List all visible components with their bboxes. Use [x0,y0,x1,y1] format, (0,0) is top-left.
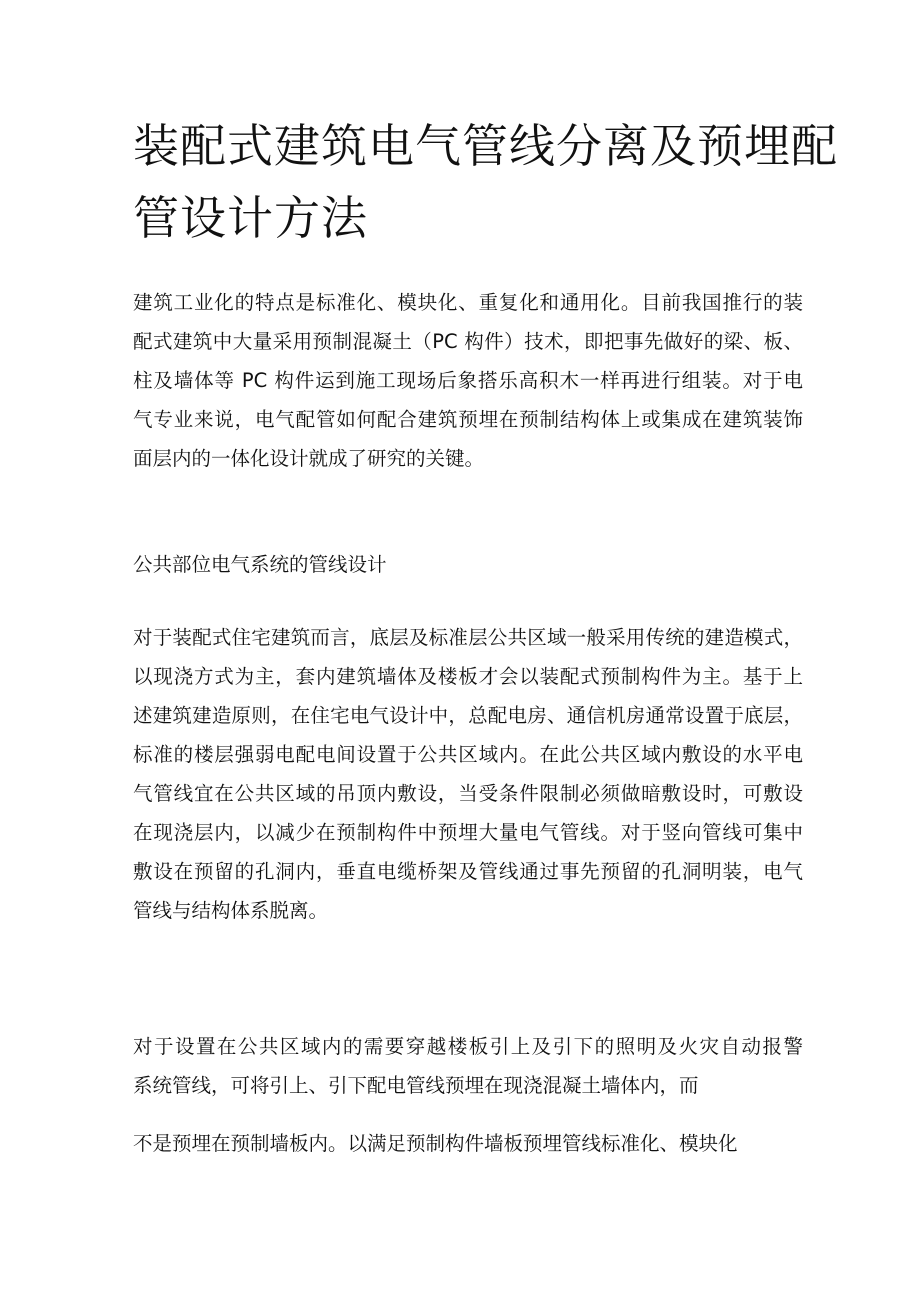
section-p1-line-1: 对于装配式住宅建筑而言，底层及标准层公共区域一般采用传统的建造模式， [133,626,803,649]
document-title [133,110,838,254]
section-p1-line-6: 在现浇层内，以减少在预制构件中预埋大量电气管线。对于竖向管线可集中 [133,821,803,844]
section-heading: 公共部位电气系统的管线设计 [133,553,387,576]
section-p2-line-1: 对于设置在公共区域内的需要穿越楼板引上及引下的照明及火灾自动报警 [133,1035,803,1058]
intro-line-5: 面层内的一体化设计就成了研究的关键。 [133,447,485,470]
intro-line-1: 建筑工业化的特点是标准化、模块化、重复化和通用化。目前我国推行的装 [133,291,803,314]
intro-line-2: 配式建筑中大量采用预制混凝土（PC 构件）技术，即把事先做好的梁、板、 [133,330,803,353]
section-p2-line-2: 系统管线，可将引上、引下配电管线预埋在现浇混凝土墙体内，而 [133,1074,699,1097]
section-p1-line-7: 敷设在预留的孔洞内，垂直电缆桥架及管线通过事先预留的孔洞明装，电气 [133,860,803,883]
section-paragraph-3 [133,1124,803,1163]
section-p1-line-3: 述建筑建造原则，在住宅电气设计中，总配电房、通信机房通常设置于底层， [133,704,803,727]
section-p1-line-2: 以现浇方式为主，套内建筑墙体及楼板才会以装配式预制构件为主。基于上 [133,665,803,688]
section-paragraph-2 [133,1027,803,1105]
title-line-1: 装配式建筑电气管线分离及预埋配 [133,119,838,173]
section-p1-line-5: 气管线宜在公共区域的吊顶内敷设，当受条件限制必须做暗敷设时，可敷设 [133,782,803,805]
intro-line-4: 气专业来说，电气配管如何配合建筑预埋在预制结构体上或集成在建筑装饰 [133,408,803,431]
section-p3-line-1: 不是预埋在预制墙板内。以满足预制构件墙板预埋管线标准化、模块化 [133,1132,738,1155]
section-p1-line-4: 标准的楼层强弱电配电间设置于公共区域内。在此公共区域内敷设的水平电 [133,743,803,766]
title-line-2: 管设计方法 [133,191,368,245]
intro-line-3: 柱及墙体等 PC 构件运到施工现场后象搭乐高积木一样再进行组装。对于电 [133,369,803,392]
section-p1-line-8: 管线与结构体系脱离。 [133,899,329,922]
intro-paragraph [133,283,803,478]
section-paragraph-1 [133,618,803,930]
